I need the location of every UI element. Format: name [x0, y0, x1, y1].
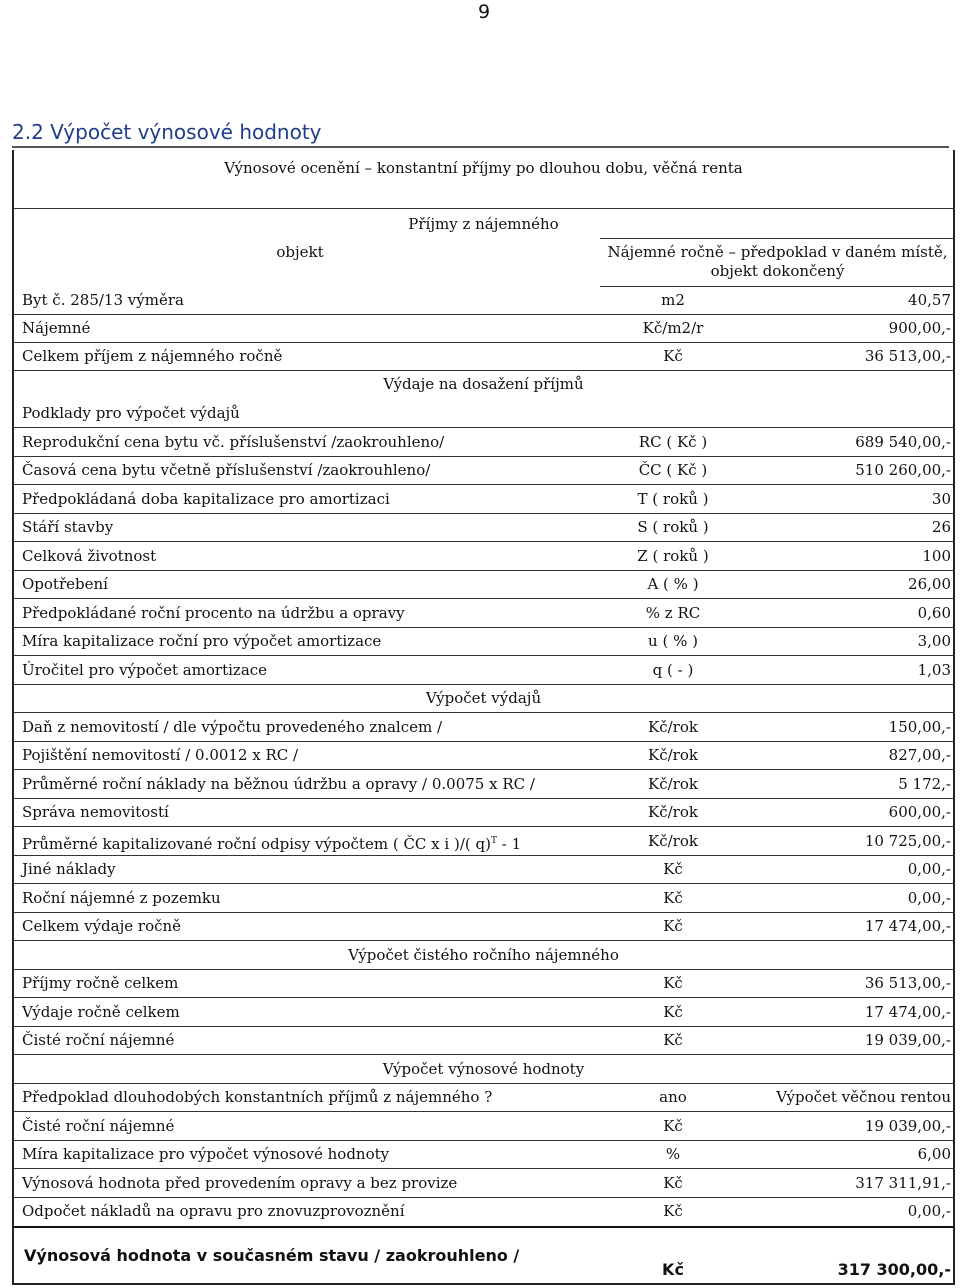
row-unit: Kč [663, 1202, 683, 1220]
row-divider [600, 238, 955, 239]
row-divider [12, 598, 955, 599]
label-tail: - 1 [496, 835, 522, 853]
row-unit: ano [659, 1088, 687, 1106]
final-label: Výnosová hodnota v současném stavu / zaokrouhleno / [24, 1246, 520, 1265]
row-value: 0,60 [917, 604, 951, 622]
row-label: Průměrné roční náklady na běžnou údržbu a opravy / 0.0075 x RC / [22, 775, 535, 793]
row-divider [12, 427, 955, 428]
row-divider [12, 1026, 955, 1027]
row-value: Výpočet věčnou rentou [776, 1088, 951, 1106]
row-label: Celkem výdaje ročně [22, 917, 182, 935]
row-unit: Kč/m2/r [642, 319, 704, 337]
basis-label: Podklady pro výpočet výdajů [22, 404, 240, 422]
row-label: Příjmy ročně celkem [22, 974, 179, 992]
row-divider [12, 655, 955, 656]
row-unit: Kč [663, 347, 683, 365]
row-label: Míra kapitalizace pro výpočet výnosové hodnoty [22, 1145, 390, 1163]
table-subtitle: Výnosové ocenění – konstantní příjmy po dlouhou dobu, věčná renta [224, 159, 743, 177]
row-value: 100 [922, 547, 951, 565]
expenses-calc-heading: Výpočet výdajů [425, 689, 542, 707]
row-value: 26,00 [908, 575, 951, 593]
row-unit: m2 [661, 291, 685, 309]
row-divider [12, 712, 955, 713]
row-label: Předpokládané roční procento na údržbu a opravy [22, 604, 405, 622]
page-number: 9 [477, 1, 491, 23]
row-label: Správa nemovitostí [22, 803, 169, 821]
row-label: Úročitel pro výpočet amortizace [22, 661, 268, 679]
row-label: Celková životnost [22, 547, 157, 565]
row-value: 150,00,- [888, 718, 951, 736]
row-unit: Kč [663, 1174, 683, 1192]
row-value: 17 474,00,- [864, 1003, 951, 1021]
row-unit: Z ( roků ) [637, 547, 709, 565]
row-divider [12, 484, 955, 485]
row-value: 19 039,00,- [864, 1031, 951, 1049]
row-label: Byt č. 285/13 výměra [22, 291, 184, 309]
row-label: Opotřebení [22, 575, 108, 593]
row-label: Pojištění nemovitostí / 0.0012 x RC / [22, 746, 299, 764]
row-label: Výnosová hodnota před provedením opravy a bez provize [22, 1174, 458, 1192]
row-value: 689 540,00,- [855, 433, 951, 451]
rent-note-line1: Nájemné ročně – předpoklad v daném místě, [607, 243, 948, 261]
row-label: Nájemné [22, 319, 91, 337]
row-unit: Kč/rok [648, 718, 698, 736]
row-value: 510 260,00,- [855, 461, 951, 479]
row-divider [12, 741, 955, 742]
row-divider [12, 912, 955, 913]
row-unit: Kč [663, 1003, 683, 1021]
row-divider [12, 769, 955, 770]
row-divider [12, 997, 955, 998]
row-divider [12, 314, 955, 315]
row-label: Roční nájemné z pozemku [22, 889, 221, 907]
row-divider [12, 208, 955, 209]
row-unit: Kč [663, 917, 683, 935]
row-value: 40,57 [908, 291, 951, 309]
expenses-heading: Výdaje na dosažení příjmů [383, 375, 584, 393]
row-divider [12, 684, 955, 685]
row-divider [12, 513, 955, 514]
row-divider [12, 1083, 955, 1084]
row-value: 317 311,91,- [855, 1174, 951, 1192]
row-label: Výdaje ročně celkem [22, 1003, 180, 1021]
label-main: Průměrné kapitalizované roční odpisy výpočtem ( ČC x i )/( q) [22, 835, 491, 853]
row-label: Jiné náklady [22, 860, 116, 878]
row-divider [12, 627, 955, 628]
row-unit: % z RC [645, 604, 701, 622]
row-label: Předpokládaná doba kapitalizace pro amortizaci [22, 490, 390, 508]
final-unit: Kč [662, 1260, 684, 1279]
row-divider [12, 456, 955, 457]
row-value: 30 [931, 490, 951, 508]
section-title: 2.2 Výpočet výnosové hodnoty [12, 120, 322, 144]
object-label: objekt [276, 243, 324, 261]
row-value: 17 474,00,- [864, 917, 951, 935]
row-divider [12, 1140, 955, 1141]
row-value: 36 513,00,- [864, 974, 951, 992]
row-divider [12, 798, 955, 799]
row-unit: Kč [663, 974, 683, 992]
row-unit: S ( roků ) [637, 518, 709, 536]
row-value: 3,00 [917, 632, 951, 650]
row-unit: T ( roků ) [637, 490, 709, 508]
row-unit: Kč/rok [648, 775, 698, 793]
row-value: 0,00,- [907, 889, 951, 907]
title-rule [12, 146, 949, 148]
row-unit: Kč [663, 860, 683, 878]
row-value: 26 [931, 518, 951, 536]
row-label: Daň z nemovitostí / dle výpočtu provedeného znalcem / [22, 718, 443, 736]
row-divider [12, 1168, 955, 1169]
row-unit: Kč/rok [648, 803, 698, 821]
row-label: Míra kapitalizace roční pro výpočet amortizace [22, 632, 382, 650]
income-title: Příjmy z nájemného [408, 215, 559, 233]
final-value: 317 300,00,- [837, 1260, 951, 1279]
label-superscript: T [490, 836, 497, 846]
row-divider [12, 370, 955, 371]
row-divider [12, 570, 955, 571]
row-divider [600, 286, 955, 287]
row-value: 1,03 [917, 661, 951, 679]
rent-note-line2: objekt dokončený [710, 262, 845, 280]
yield-heading: Výpočet výnosové hodnoty [382, 1060, 585, 1078]
row-unit: RC ( Kč ) [638, 433, 708, 451]
row-divider [12, 1197, 955, 1198]
row-value: 19 039,00,- [864, 1117, 951, 1135]
row-label: Čisté roční nájemné [22, 1117, 175, 1135]
row-label: Čisté roční nájemné [22, 1031, 175, 1049]
row-label: Odpočet nákladů na opravu pro znovuzprovoznění [22, 1202, 405, 1220]
row-divider [12, 1111, 955, 1112]
row-unit: Kč [663, 1031, 683, 1049]
row-value: 5 172,- [898, 775, 951, 793]
row-divider [12, 855, 955, 856]
row-value: 6,00 [917, 1145, 951, 1163]
row-value: 600,00,- [888, 803, 951, 821]
row-unit: Kč [663, 889, 683, 907]
row-unit: Kč/rok [648, 746, 698, 764]
row-unit: A ( % ) [647, 575, 699, 593]
row-divider [12, 541, 955, 542]
row-unit: % [665, 1145, 681, 1163]
row-divider [12, 940, 955, 941]
row-unit: Kč [663, 1117, 683, 1135]
row-value: 827,00,- [888, 746, 951, 764]
row-value: 900,00,- [888, 319, 951, 337]
row-unit: u ( % ) [648, 632, 698, 650]
row-divider [12, 342, 955, 343]
row-label: Časová cena bytu včetně příslušenství /zaokrouhleno/ [22, 461, 431, 479]
row-divider [12, 826, 955, 827]
row-label: Stáří stavby [22, 518, 114, 536]
row-label: Celkem příjem z nájemného ročně [22, 347, 283, 365]
net-heading: Výpočet čistého ročního nájemného [348, 946, 619, 964]
row-label: Předpoklad dlouhodobých konstantních příjmů z nájemného ? [22, 1088, 493, 1106]
row-divider [12, 969, 955, 970]
row-unit: Kč/rok [648, 832, 698, 850]
row-value: 0,00,- [907, 1202, 951, 1220]
row-label [22, 832, 521, 854]
row-divider [12, 883, 955, 884]
row-value: 36 513,00,- [864, 347, 951, 365]
row-unit: q ( - ) [652, 661, 694, 679]
row-unit: ČC ( Kč ) [638, 461, 708, 479]
row-value: 0,00,- [907, 860, 951, 878]
row-divider [12, 1226, 955, 1228]
row-label: Reprodukční cena bytu vč. příslušenství /zaokrouhleno/ [22, 433, 445, 451]
row-value: 10 725,00,- [864, 832, 951, 850]
row-divider [12, 1054, 955, 1055]
